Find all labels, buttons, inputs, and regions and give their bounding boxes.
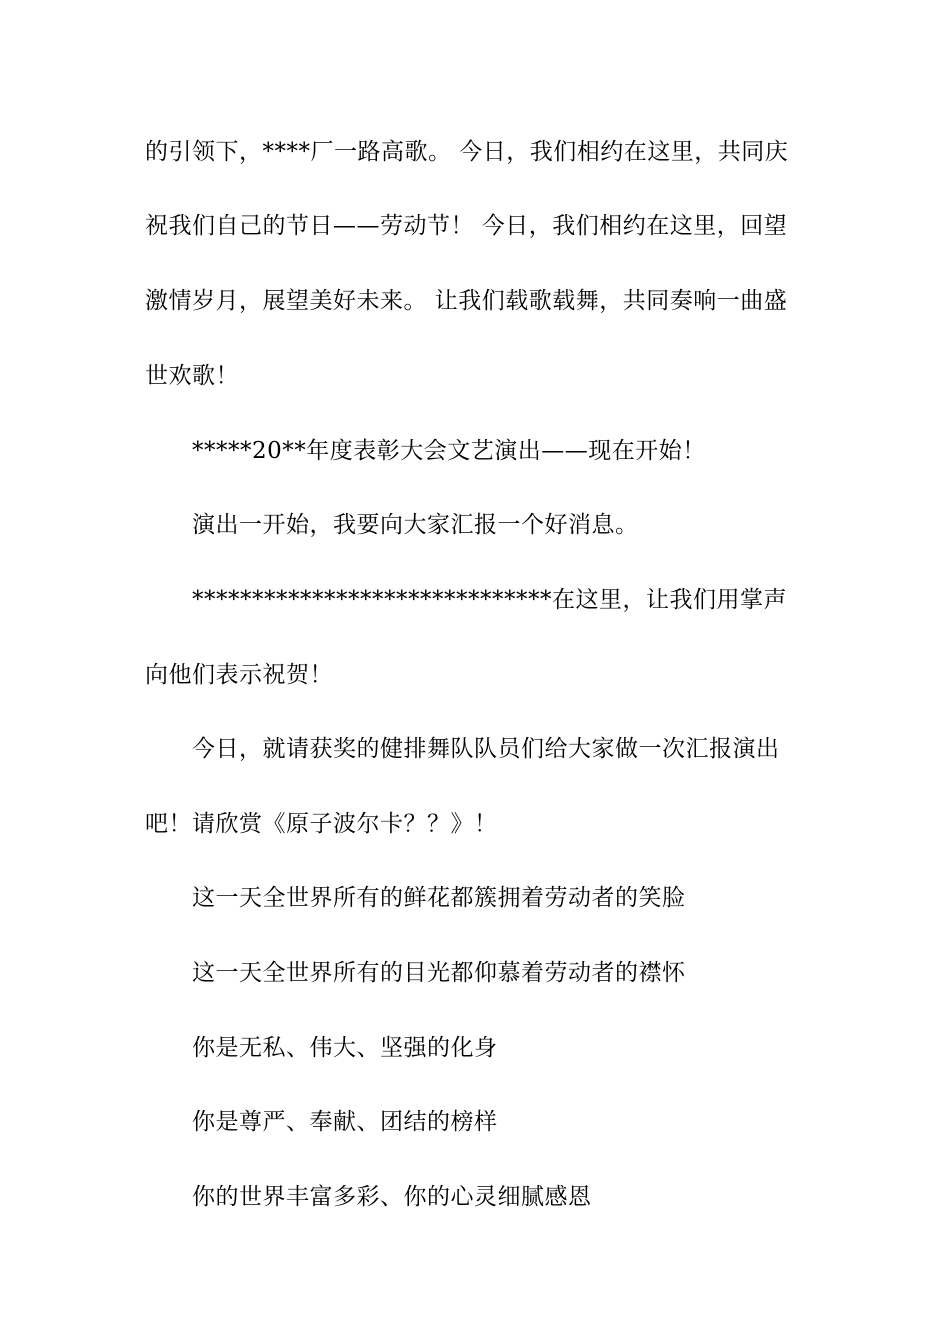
text-line: ******************************在这里，让我们用掌声 — [192, 587, 787, 613]
text-line: 演出一开始，我要向大家汇报一个好消息。 — [192, 512, 639, 538]
text-line: *****20**年度表彰大会文艺演出——现在开始！ — [192, 438, 706, 464]
text-line: 祝我们自己的节日——劳动节！ 今日，我们相约在这里，回望 — [145, 213, 788, 239]
text-line: 你是无私、伟大、坚强的化身 — [192, 1035, 498, 1061]
text-line: 激情岁月，展望美好未来。 让我们载歌载舞，共同奏响一曲盛 — [145, 288, 788, 314]
text-line: 今日，就请获奖的健排舞队队员们给大家做一次汇报演出 — [192, 736, 780, 762]
text-line: 吧！请欣赏《原子波尔卡？？》！ — [145, 811, 498, 837]
text-line: 世欢歌！ — [145, 363, 239, 389]
text-line: 的引领下，****厂一路高歌。 今日，我们相约在这里，共同庆 — [145, 139, 789, 165]
text-line: 向他们表示祝贺！ — [145, 662, 333, 688]
text-line: 这一天全世界所有的鲜花都簇拥着劳动者的笑脸 — [192, 885, 686, 911]
text-line: 你是尊严、奉献、团结的榜样 — [192, 1109, 498, 1135]
text-line: 你的世界丰富多彩、你的心灵细腻感恩 — [192, 1184, 592, 1210]
text-line: 这一天全世界所有的目光都仰慕着劳动者的襟怀 — [192, 960, 686, 986]
